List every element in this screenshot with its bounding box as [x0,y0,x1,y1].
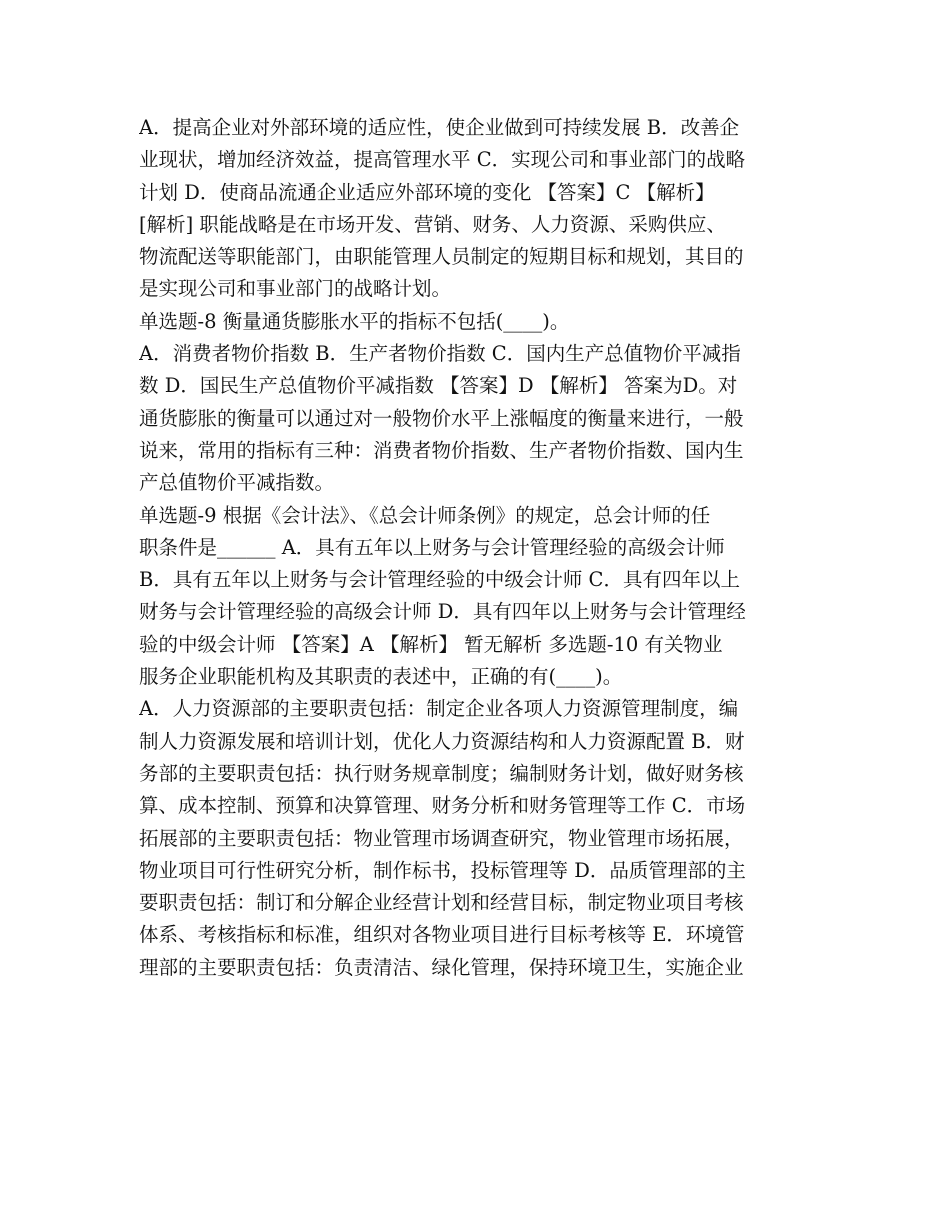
text-line: 服务企业职能机构及其职责的表述中，正确的有(____)。 [139,665,623,689]
text-line: 物业项目可行性研究分析，制作标书，投标管理等 D．品质管理部的主 [139,858,746,882]
text-line: 要职责包括：制订和分解企业经营计划和经营目标，制定物业项目考核 [139,891,744,915]
text-line: A．提高企业对外部环境的适应性，使企业做到可持续发展 B．改善企 [139,116,740,139]
text-line: 通货膨胀的衡量可以通过对一般物价水平上涨幅度的衡量来进行，一般 [139,406,744,430]
text-line: 拓展部的主要职责包括：物业管理市场调查研究，物业管理市场拓展， [139,826,744,850]
text-line: 算、成本控制、预算和决算管理、财务分析和财务管理等工作 C．市场 [139,794,746,818]
text-line: 验的中级会计师 【答案】A 【解析】 暂无解析 多选题-10 有关物业 [139,632,723,656]
text-line: 制人力资源发展和培训计划，优化人力资源结构和人力资源配置 B．财 [139,729,745,753]
text-line: 体系、考核指标和标准，组织对各物业项目进行目标考核等 E．环境管 [139,923,745,947]
text-line: 财务与会计管理经验的高级会计师 D．具有四年以上财务与会计管理经 [139,600,746,624]
text-line: 业现状，增加经济效益，提高管理水平 C．实现公司和事业部门的战略 [139,148,746,172]
text-line: 职条件是______ A．具有五年以上财务与会计管理经验的高级会计师 [139,535,725,559]
text-line: 物流配送等职能部门，由职能管理人员制定的短期目标和规划，其目的 [139,245,744,269]
text-line: [解析] 职能战略是在市场开发、营销、财务、人力资源、采购供应、 [139,212,726,236]
text-line: 产总值物价平减指数。 [139,471,335,495]
question-heading-8: 单选题-8 衡量通货膨胀水平的指标不包括(____)。 [139,309,570,333]
text-line: 理部的主要职责包括：负责清洁、绿化管理，保持环境卫生，实施企业 [139,955,744,979]
text-line: 是实现公司和事业部门的战略计划。 [139,277,452,301]
text-line: 说来，常用的指标有三种：消费者物价指数、生产者物价指数、国内生 [139,438,744,462]
text-line: A．消费者物价指数 B．生产者物价指数 C．国内生产总值物价平减指 [139,342,741,366]
question-heading-9: 单选题-9 根据《会计法》、《总会计师条例》的规定，总会计师的任 [139,503,711,527]
text-line: 务部的主要职责包括：执行财务规章制度；编制财务计划，做好财务核 [139,761,744,785]
text-line: A．人力资源部的主要职责包括：制定企业各项人力资源管理制度，编 [139,697,739,721]
document-body [139,112,819,984]
text-line: B．具有五年以上财务与会计管理经验的中级会计师 C．具有四年以上 [139,568,740,592]
text-line: 数 D．国民生产总值物价平减指数 【答案】D 【解析】 答案为D。对 [139,374,738,398]
text-line: 计划 D．使商品流通企业适应外部环境的变化 【答案】C 【解析】 [139,180,715,204]
